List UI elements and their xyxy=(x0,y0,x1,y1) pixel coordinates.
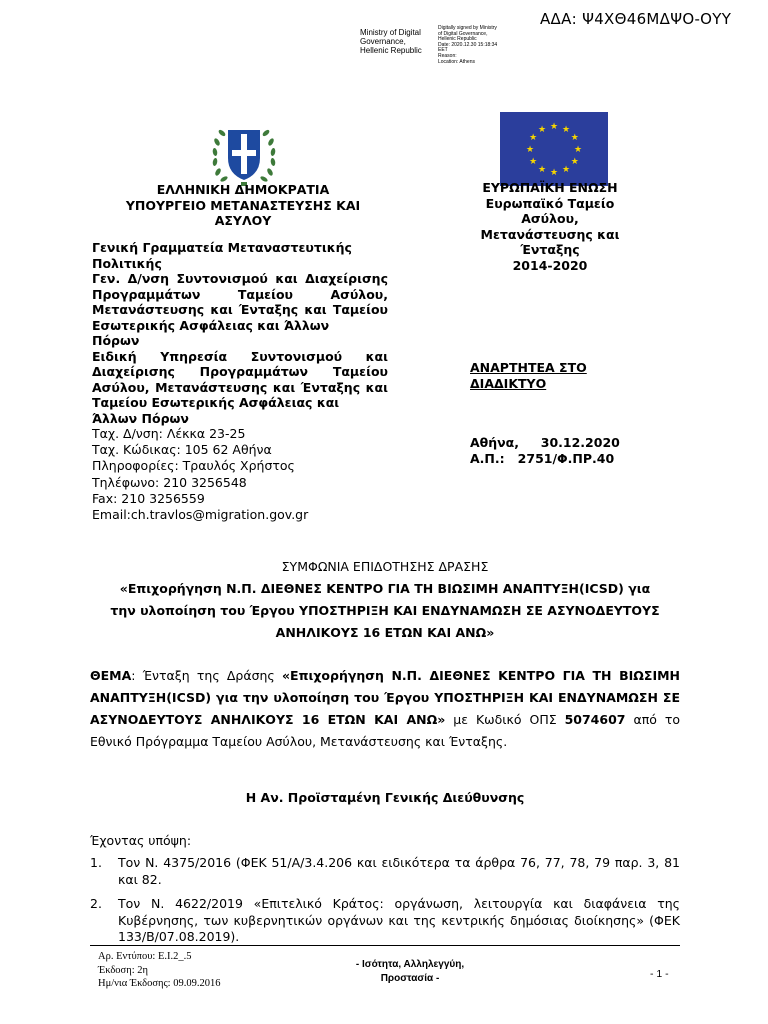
svg-text:★: ★ xyxy=(570,133,579,143)
svg-text:★: ★ xyxy=(529,133,538,143)
contact-fax: Fax: 210 3256559 xyxy=(92,490,205,506)
considering-heading: Έχοντας υπόψη: xyxy=(90,833,192,848)
contact-email: Email:ch.travlos@migration.gov.gr xyxy=(92,507,309,523)
contact-address: Ταχ. Δ/νση: Λέκκα 23-25 xyxy=(92,426,246,441)
director-title: Η Αν. Προϊσταμένη Γενικής Διεύθυνσης xyxy=(245,790,525,805)
footer-form-info xyxy=(98,950,220,991)
place-date: Αθήνα, 30.12.2020 xyxy=(470,435,620,450)
svg-text:★: ★ xyxy=(537,165,547,175)
svg-text:★: ★ xyxy=(537,125,547,135)
agreement-subtitle-line-2: την υλοποίηση του Έργου ΥΠΟΣΤΗΡΙΞΗ ΚΑΙ ΕΝΔΥΝΑΜΩΣΗ ΣΕ ΑΣΥΝΟΔΕΥΤΟΥΣ xyxy=(110,603,660,618)
contact-info-person: Πληροφορίες: Τραυλός Χρήστος xyxy=(92,458,295,474)
svg-text:★: ★ xyxy=(525,145,535,155)
protocol-number: Α.Π.: 2751/Φ.ΠΡ.40 xyxy=(470,451,615,466)
footer-motto: - Ισότητα, Αλληλεγγύη, Προστασία - xyxy=(355,959,465,984)
agreement-subtitle-line-3: ΑΝΗΛΙΚΟΥΣ 16 ΕΤΩΝ ΚΑΙ ΑΝΩ» xyxy=(275,625,495,640)
contact-postcode: Ταχ. Κώδικας: 105 62 Αθήνα xyxy=(92,442,272,458)
subject-paragraph: ΘΕΜΑ: Ένταξη της Δράσης «Επιχορήγηση Ν.Π. ΔΙΕΘΝΕΣ ΚΕΝΤΡΟ ΓΙΑ ΤΗ ΒΙΩΣΙΜΗ ΑΝΑΠΤΥΞΗ(ICSD) για την υλοποίηση του Έργου ΥΠΟΣΤΗΡΙΞΗ ΚΑΙ ΕΝΔΥΝΑΜΩΣΗ ΣΕ ΑΣΥΝΟΔΕΥΤΟΥΣ ΑΝΗΛΙΚΟΥΣ 16 ΕΤΩΝ ΚΑΙ ΑΝΩ» με Κωδικό ΟΠΣ 5074607 από το Εθνικό Πρόγραμμα Ταμείου Ασύλου, Μετανάστευσης και Ένταξης. xyxy=(90,668,681,749)
svg-text:★: ★ xyxy=(561,165,571,175)
subject-action-title: «Επιχορήγηση Ν.Π. ΔΙΕΘΝΕΣ ΚΕΝΤΡΟ ΓΙΑ ΤΗ ΒΙΩΣΙΜΗ ΑΝΑΠΤΥΞΗ(ICSD) για την υλοποίηση του Έργου ΥΠΟΣΤΗΡΙΞΗ ΚΑΙ ΕΝΔΥΝΑΜΩΣΗ ΣΕ ΑΣΥΝΟΔΕΥΤΟΥΣ ΑΝΗΛΙΚΟΥΣ 16 ΕΤΩΝ ΚΑΙ ΑΝΩ» xyxy=(90,668,680,727)
contact-details xyxy=(92,426,388,523)
list-item: 2. Τον Ν. 4622/2019 «Επιτελικό Κράτος: οργάνωση, λειτουργία και διαφάνεια της Κυβέρνησης, των κυβερνητικών οργάνων και της κεντρικής δημόσιας διοίκησης» (ΦΕΚ 133/Β/07.08.2019). xyxy=(90,896,680,944)
hellenic-emblem-icon xyxy=(208,122,280,188)
eu-fund-header: ΕΥΡΩΠΑΪΚΗ ΕΝΩΣΗ Ευρωπαϊκό Ταμείο Ασύλου, Μετανάστευσης και Ένταξης 2014-2020 xyxy=(480,180,620,273)
place-date-protocol xyxy=(470,435,620,467)
eu-flag-icon xyxy=(500,112,608,186)
footer-divider xyxy=(90,945,680,946)
svg-text:★: ★ xyxy=(529,157,538,167)
signature-issuer: Ministry of Digital Governance, Hellenic Republic xyxy=(360,28,422,55)
ada-code: ΑΔΑ: Ψ4ΧΘ46ΜΔΨΟ-ΟΥΥ xyxy=(540,10,732,28)
agreement-title-block xyxy=(90,556,680,644)
department-general-directorate: Γεν. Δ/νση Συντονισμού και Διαχείρισης Προγραμμάτων Ταμείου Ασύλου, Μετανάστευσης και Ένταξης και Ταμείου Εσωτερικής Ασφάλειας και Άλλων Πόρων xyxy=(92,271,388,348)
sender-block xyxy=(92,240,388,523)
form-number: Αρ. Εντύπου: Ε.Ι.2_.5 xyxy=(98,951,192,962)
svg-text:★: ★ xyxy=(561,125,571,135)
svg-text:★: ★ xyxy=(573,145,583,155)
page-number: - 1 - xyxy=(650,968,669,980)
agreement-title: ΣΥΜΦΩΝΙΑ ΕΠΙΔΟΤΗΣΗΣ ΔΡΑΣΗΣ xyxy=(281,559,489,574)
department-general-secretariat: Γενική Γραμματεία Μεταναστευτικής Πολιτικής xyxy=(92,240,352,271)
subject-label: ΘΕΜΑ xyxy=(90,668,132,683)
svg-text:★: ★ xyxy=(549,122,559,132)
form-edition: Έκδοση: 2η xyxy=(98,964,148,976)
form-issue-date: Ημ/νια Έκδοσης: 09.09.2016 xyxy=(98,978,221,989)
post-online-notice: ΑΝΑΡΤΗΤΕΑ ΣΤΟ ΔΙΑΔΙΚΤΥΟ xyxy=(470,360,587,391)
ops-code: 5074607 xyxy=(564,712,626,727)
signature-details: Digitally signed by Ministry of Digital Governance, Hellenic Republic Date: 2020.12.30 15:18:34 EET Reason: Location: Athens xyxy=(438,25,498,65)
agreement-subtitle-line-1: «Επιχορήγηση Ν.Π. ΔΙΕΘΝΕΣ ΚΕΝΤΡΟ ΓΙΑ ΤΗ ΒΙΩΣΙΜΗ ΑΝΑΠΤΥΞΗ(ICSD) για xyxy=(119,581,651,596)
department-special-service: Ειδική Υπηρεσία Συντονισμού και Διαχείρισης Προγραμμάτων Ταμείου Ασύλου, Μετανάστευσης και Ένταξης και Ταμείου Εσωτερικής Ασφάλειας και Άλλων Πόρων xyxy=(92,348,388,426)
considerations-list xyxy=(90,855,680,954)
ministry-header: ΕΛΛΗΝΙΚΗ ΔΗΜΟΚΡΑΤΙΑ ΥΠΟΥΡΓΕΙΟ ΜΕΤΑΝΑΣΤΕΥΣΗΣ ΚΑΙ ΑΣΥΛΟΥ xyxy=(125,182,361,228)
contact-phone: Τηλέφωνο: 210 3256548 xyxy=(92,474,247,490)
svg-text:★: ★ xyxy=(570,157,579,167)
list-item: 1. Τον Ν. 4375/2016 (ΦΕΚ 51/Α/3.4.206 και ειδικότερα τα άρθρα 76, 77, 78, 79 παρ. 3, 81 και 82. xyxy=(90,855,680,887)
svg-text:★: ★ xyxy=(549,168,559,178)
